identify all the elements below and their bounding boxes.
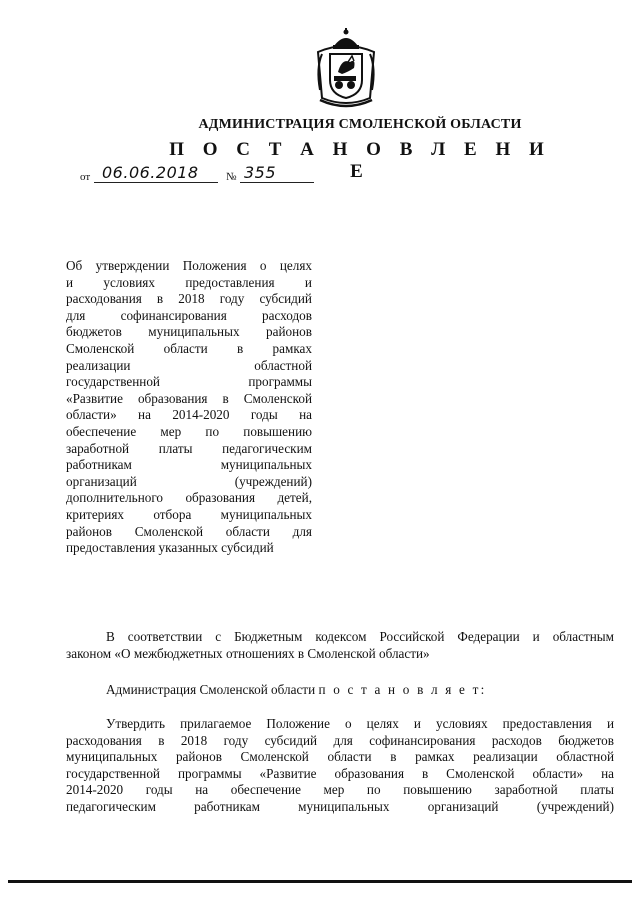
number-prefix: № xyxy=(226,171,237,183)
subject-line: районов Смоленской области для xyxy=(66,523,312,539)
legal-basis-paragraph xyxy=(66,629,614,662)
subject-line: дополнительного образования детей, xyxy=(66,490,312,506)
paragraph-line: государственной программы «Развитие образования в Смоленской области» на xyxy=(66,765,614,781)
date-underline xyxy=(94,182,218,183)
decree-paragraph xyxy=(66,682,614,699)
paragraph-line: Утвердить прилагаемое Положение о целях и условиях предоставления и xyxy=(106,716,614,731)
decree-verb: п о с т а н о в л я е т: xyxy=(318,682,487,697)
resolution-paragraph xyxy=(66,716,614,816)
subject-line: «Развитие образования в Смоленской xyxy=(66,390,312,406)
date-number-line xyxy=(80,163,380,185)
paragraph-line: педагогическим работникам муниципальных организаций (учреждений) xyxy=(66,798,614,814)
paragraph-line: муниципальных районов Смоленской области в рамках реализации областной xyxy=(66,749,614,765)
page-bottom-border xyxy=(8,880,632,883)
paragraph-line: законом «О межбюджетных отношениях в Смоленской области» xyxy=(66,645,430,661)
subject-line: бюджетов муниципальных районов xyxy=(66,324,312,340)
subject-line: заработной платы педагогическим xyxy=(66,440,312,456)
subject-line: реализации областной xyxy=(66,357,312,373)
handwritten-number: 355 xyxy=(244,163,277,182)
organization-name: АДМИНИСТРАЦИЯ СМОЛЕНСКОЙ ОБЛАСТИ xyxy=(198,117,522,132)
subject-line: критериях отбора муниципальных xyxy=(66,506,312,522)
document-type-title: П О С Т А Н О В Л Е Н И Е xyxy=(169,139,551,182)
subject-line: предоставления указанных субсидий xyxy=(66,540,274,556)
subject-line: и условиях предоставления и xyxy=(66,274,312,290)
decree-lead: Администрация Смоленской области xyxy=(106,682,316,697)
subject-line: организаций (учреждений) xyxy=(66,473,312,489)
number-underline xyxy=(240,182,314,183)
document-subject xyxy=(66,258,312,557)
subject-line: для софинансирования расходов xyxy=(66,307,312,323)
paragraph-line: В соответствии с Бюджетным кодексом Российской Федерации и областным xyxy=(106,629,614,644)
coat-of-arms-icon xyxy=(312,28,380,110)
subject-line: работникам муниципальных xyxy=(66,457,312,473)
subject-line: государственной программы xyxy=(66,374,312,390)
paragraph-line: 2014-2020 годы на обеспечение мер по повышению заработной платы xyxy=(66,782,614,798)
subject-line: Смоленской области в рамках xyxy=(66,340,312,356)
date-prefix: от xyxy=(80,171,91,183)
subject-line: Об утверждении Положения о целях xyxy=(66,258,312,273)
decree-line xyxy=(66,682,614,699)
handwritten-date: 06.06.2018 xyxy=(102,163,199,182)
subject-line: расходования в 2018 году субсидий xyxy=(66,291,312,307)
subject-line: обеспечение мер по повышению xyxy=(66,423,312,439)
paragraph-line: расходования в 2018 году субсидий для софинансирования расходов бюджетов xyxy=(66,732,614,748)
subject-line: области» на 2014-2020 годы на xyxy=(66,407,312,423)
